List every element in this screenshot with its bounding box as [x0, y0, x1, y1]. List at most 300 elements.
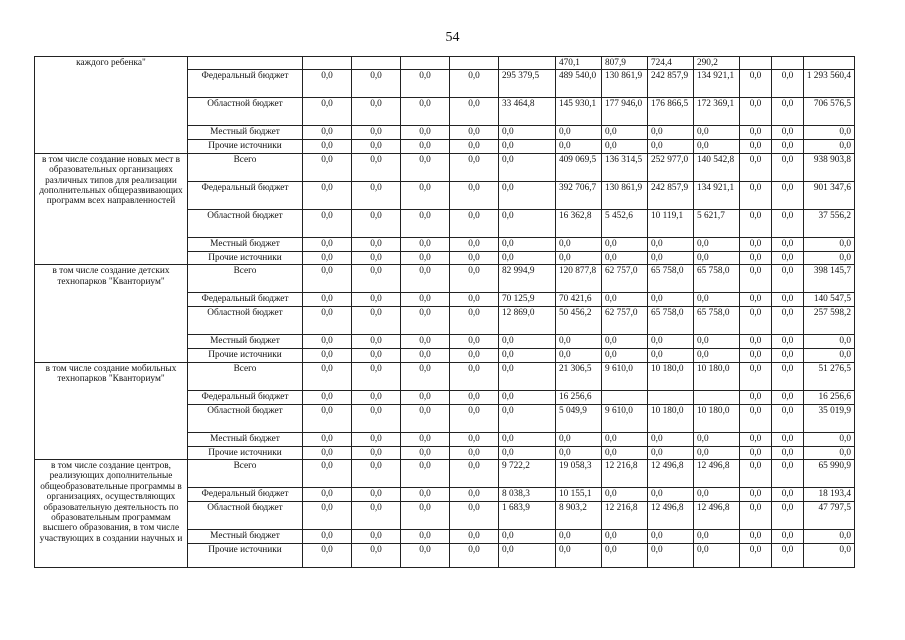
value-cell: 0,0	[450, 432, 499, 446]
value-cell: 0,0	[694, 488, 740, 502]
value-cell: 0,0	[303, 126, 352, 140]
value-cell: 0,0	[602, 251, 648, 264]
value-cell: 0,0	[450, 70, 499, 98]
value-cell: 0,0	[352, 265, 401, 293]
value-cell: 0,0	[772, 502, 804, 530]
value-cell: 0,0	[772, 349, 804, 362]
total-cell: 0,0	[804, 530, 855, 544]
value-cell: 0,0	[450, 530, 499, 544]
value-cell: 0,0	[450, 488, 499, 502]
value-cell: 134 921,1	[694, 181, 740, 209]
value-cell: 0,0	[303, 488, 352, 502]
value-cell: 252 977,0	[648, 153, 694, 181]
total-cell: 0,0	[804, 335, 855, 349]
value-cell: 0,0	[450, 140, 499, 153]
value-cell: 0,0	[648, 530, 694, 544]
value-cell: 0,0	[740, 140, 772, 153]
value-cell: 0,0	[450, 293, 499, 307]
total-cell: 16 256,6	[804, 390, 855, 404]
value-cell: 409 069,5	[556, 153, 602, 181]
funding-source: Всего	[188, 265, 303, 293]
total-cell: 398 145,7	[804, 265, 855, 293]
value-cell: 21 306,5	[556, 362, 602, 390]
value-cell: 0,0	[303, 209, 352, 237]
value-cell: 0,0	[401, 432, 450, 446]
value-cell: 0,0	[303, 390, 352, 404]
value-cell: 10 119,1	[648, 209, 694, 237]
value-cell: 0,0	[401, 265, 450, 293]
value-cell: 0,0	[772, 404, 804, 432]
value-cell: 62 757,0	[602, 307, 648, 335]
value-cell: 9 610,0	[602, 404, 648, 432]
total-cell: 0,0	[804, 446, 855, 459]
value-cell: 65 758,0	[694, 307, 740, 335]
value-cell: 50 456,2	[556, 307, 602, 335]
value-cell: 0,0	[352, 544, 401, 568]
value-cell: 0,0	[401, 460, 450, 488]
value-cell: 0,0	[740, 335, 772, 349]
value-cell: 0,0	[352, 153, 401, 181]
table-row	[35, 460, 855, 488]
value-cell: 0,0	[450, 390, 499, 404]
value-cell: 0,0	[772, 153, 804, 181]
value-cell: 10 155,1	[556, 488, 602, 502]
value-cell: 0,0	[602, 349, 648, 362]
value-cell: 16 256,6	[556, 390, 602, 404]
funding-source: Областной бюджет	[188, 404, 303, 432]
value-cell: 0,0	[556, 446, 602, 459]
value-cell: 0,0	[740, 488, 772, 502]
value-cell: 10 180,0	[648, 362, 694, 390]
value-cell: 0,0	[556, 140, 602, 153]
value-cell: 10 180,0	[694, 362, 740, 390]
total-cell: 0,0	[804, 140, 855, 153]
value-cell: 0,0	[602, 544, 648, 568]
total-cell: 938 903,8	[804, 153, 855, 181]
value-cell: 0,0	[740, 390, 772, 404]
value-cell: 0,0	[772, 126, 804, 140]
value-cell: 0,0	[556, 530, 602, 544]
total-cell: 0,0	[804, 251, 855, 264]
value-cell: 0,0	[450, 126, 499, 140]
value-cell: 0,0	[648, 126, 694, 140]
value-cell: 172 369,1	[694, 98, 740, 126]
value-cell	[648, 390, 694, 404]
value-cell: 0,0	[556, 544, 602, 568]
value-cell: 12 216,8	[602, 460, 648, 488]
value-cell: 0,0	[499, 544, 556, 568]
value-cell: 0,0	[450, 404, 499, 432]
value-cell: 5 621,7	[694, 209, 740, 237]
value-cell: 177 946,0	[602, 98, 648, 126]
value-cell: 5 452,6	[602, 209, 648, 237]
value-cell: 0,0	[694, 293, 740, 307]
value-cell: 0,0	[694, 126, 740, 140]
value-cell: 0,0	[352, 335, 401, 349]
value-cell: 0,0	[648, 488, 694, 502]
value-cell: 0,0	[450, 153, 499, 181]
value-cell: 0,0	[450, 335, 499, 349]
value-cell: 176 866,5	[648, 98, 694, 126]
value-cell: 0,0	[352, 307, 401, 335]
value-cell: 0,0	[772, 335, 804, 349]
total-cell: 0,0	[804, 544, 855, 568]
value-cell: 0,0	[401, 181, 450, 209]
value-cell: 12 496,8	[694, 460, 740, 488]
value-cell: 295 379,5	[499, 70, 556, 98]
funding-source: Прочие источники	[188, 446, 303, 459]
value-cell: 0,0	[450, 349, 499, 362]
funding-source: Местный бюджет	[188, 126, 303, 140]
value-cell: 0,0	[303, 307, 352, 335]
value-cell	[772, 57, 804, 70]
value-cell: 0,0	[303, 404, 352, 432]
value-cell: 0,0	[740, 126, 772, 140]
funding-source: Прочие источники	[188, 140, 303, 153]
funding-source: Федеральный бюджет	[188, 293, 303, 307]
value-cell: 0,0	[648, 349, 694, 362]
value-cell: 0,0	[303, 70, 352, 98]
value-cell: 0,0	[648, 140, 694, 153]
value-cell: 392 706,7	[556, 181, 602, 209]
value-cell: 0,0	[694, 140, 740, 153]
value-cell: 0,0	[352, 70, 401, 98]
value-cell: 0,0	[740, 502, 772, 530]
table-body	[35, 57, 855, 568]
value-cell: 0,0	[303, 140, 352, 153]
value-cell: 0,0	[499, 362, 556, 390]
value-cell: 65 758,0	[648, 265, 694, 293]
value-cell: 10 180,0	[694, 404, 740, 432]
value-cell: 0,0	[648, 251, 694, 264]
value-cell: 0,0	[556, 237, 602, 251]
value-cell: 0,0	[772, 460, 804, 488]
value-cell	[450, 57, 499, 70]
value-cell: 8 903,2	[556, 502, 602, 530]
value-cell: 0,0	[401, 237, 450, 251]
value-cell: 0,0	[740, 530, 772, 544]
value-cell: 0,0	[303, 362, 352, 390]
value-cell: 0,0	[772, 70, 804, 98]
value-cell: 130 861,9	[602, 181, 648, 209]
value-cell: 0,0	[352, 390, 401, 404]
value-cell: 0,0	[499, 251, 556, 264]
value-cell: 0,0	[740, 251, 772, 264]
value-cell: 82 994,9	[499, 265, 556, 293]
value-cell: 0,0	[499, 335, 556, 349]
total-cell: 35 019,9	[804, 404, 855, 432]
value-cell: 0,0	[740, 544, 772, 568]
value-cell: 0,0	[499, 126, 556, 140]
value-cell: 0,0	[401, 335, 450, 349]
value-cell: 145 930,1	[556, 98, 602, 126]
value-cell: 10 180,0	[648, 404, 694, 432]
value-cell: 807,9	[602, 57, 648, 70]
value-cell: 470,1	[556, 57, 602, 70]
value-cell: 0,0	[602, 530, 648, 544]
table-row	[35, 362, 855, 390]
value-cell: 0,0	[556, 251, 602, 264]
value-cell: 0,0	[602, 293, 648, 307]
value-cell: 19 058,3	[556, 460, 602, 488]
value-cell: 0,0	[772, 488, 804, 502]
total-cell: 0,0	[804, 432, 855, 446]
value-cell: 0,0	[772, 265, 804, 293]
value-cell: 0,0	[499, 140, 556, 153]
value-cell: 1 683,9	[499, 502, 556, 530]
value-cell: 0,0	[499, 530, 556, 544]
value-cell: 0,0	[740, 349, 772, 362]
value-cell: 0,0	[556, 349, 602, 362]
table-row	[35, 57, 855, 70]
funding-source: Всего	[188, 362, 303, 390]
value-cell: 0,0	[401, 404, 450, 432]
value-cell: 0,0	[401, 502, 450, 530]
value-cell: 0,0	[401, 98, 450, 126]
value-cell: 0,0	[401, 349, 450, 362]
value-cell: 242 857,9	[648, 70, 694, 98]
value-cell: 70 421,6	[556, 293, 602, 307]
value-cell: 0,0	[352, 237, 401, 251]
value-cell: 0,0	[694, 349, 740, 362]
value-cell: 0,0	[450, 265, 499, 293]
total-cell: 47 797,5	[804, 502, 855, 530]
value-cell: 0,0	[694, 544, 740, 568]
measure-description: в том числе создание детских технопарков "Кванториум"	[35, 265, 188, 362]
value-cell: 0,0	[401, 209, 450, 237]
value-cell: 0,0	[740, 307, 772, 335]
value-cell: 0,0	[352, 432, 401, 446]
value-cell: 0,0	[499, 209, 556, 237]
value-cell: 0,0	[303, 530, 352, 544]
value-cell: 0,0	[303, 293, 352, 307]
value-cell: 724,4	[648, 57, 694, 70]
funding-source: Местный бюджет	[188, 530, 303, 544]
value-cell: 0,0	[648, 237, 694, 251]
value-cell: 0,0	[772, 432, 804, 446]
value-cell: 0,0	[303, 335, 352, 349]
value-cell: 33 464,8	[499, 98, 556, 126]
value-cell	[303, 57, 352, 70]
value-cell: 0,0	[401, 446, 450, 459]
value-cell: 0,0	[352, 140, 401, 153]
value-cell: 0,0	[556, 335, 602, 349]
value-cell: 0,0	[740, 237, 772, 251]
total-cell: 18 193,4	[804, 488, 855, 502]
value-cell: 0,0	[450, 209, 499, 237]
value-cell: 0,0	[694, 432, 740, 446]
value-cell: 0,0	[740, 153, 772, 181]
value-cell: 0,0	[499, 237, 556, 251]
value-cell: 0,0	[772, 237, 804, 251]
value-cell: 0,0	[303, 502, 352, 530]
value-cell: 0,0	[499, 446, 556, 459]
value-cell: 0,0	[740, 404, 772, 432]
total-cell: 706 576,5	[804, 98, 855, 126]
value-cell: 0,0	[499, 181, 556, 209]
value-cell: 16 362,8	[556, 209, 602, 237]
value-cell: 0,0	[401, 362, 450, 390]
value-cell: 5 049,9	[556, 404, 602, 432]
value-cell: 0,0	[450, 362, 499, 390]
value-cell: 0,0	[648, 446, 694, 459]
value-cell	[499, 57, 556, 70]
value-cell: 0,0	[303, 98, 352, 126]
funding-source: Всего	[188, 460, 303, 488]
total-cell: 51 276,5	[804, 362, 855, 390]
value-cell: 0,0	[450, 502, 499, 530]
funding-source: Прочие источники	[188, 544, 303, 568]
funding-source: Федеральный бюджет	[188, 181, 303, 209]
funding-source: Областной бюджет	[188, 307, 303, 335]
value-cell: 0,0	[602, 335, 648, 349]
value-cell: 0,0	[352, 488, 401, 502]
value-cell: 0,0	[401, 70, 450, 98]
value-cell: 0,0	[740, 460, 772, 488]
table-row	[35, 153, 855, 181]
value-cell: 12 869,0	[499, 307, 556, 335]
value-cell: 0,0	[694, 237, 740, 251]
value-cell: 0,0	[303, 544, 352, 568]
value-cell: 0,0	[499, 153, 556, 181]
value-cell: 0,0	[303, 446, 352, 459]
value-cell: 0,0	[303, 237, 352, 251]
value-cell: 0,0	[602, 126, 648, 140]
value-cell: 0,0	[772, 362, 804, 390]
value-cell: 0,0	[602, 488, 648, 502]
value-cell: 0,0	[401, 488, 450, 502]
value-cell: 0,0	[772, 140, 804, 153]
value-cell: 0,0	[499, 349, 556, 362]
value-cell: 0,0	[740, 181, 772, 209]
value-cell: 0,0	[401, 153, 450, 181]
value-cell: 0,0	[352, 251, 401, 264]
value-cell: 290,2	[694, 57, 740, 70]
value-cell: 0,0	[352, 209, 401, 237]
value-cell: 0,0	[352, 181, 401, 209]
value-cell: 0,0	[740, 98, 772, 126]
budget-table	[34, 56, 855, 568]
value-cell: 0,0	[352, 404, 401, 432]
value-cell: 62 757,0	[602, 265, 648, 293]
value-cell: 0,0	[352, 293, 401, 307]
value-cell: 0,0	[352, 126, 401, 140]
value-cell: 0,0	[401, 530, 450, 544]
value-cell: 0,0	[772, 446, 804, 459]
value-cell: 0,0	[694, 530, 740, 544]
total-cell	[804, 57, 855, 70]
value-cell: 0,0	[499, 432, 556, 446]
value-cell: 12 216,8	[602, 502, 648, 530]
funding-source: Федеральный бюджет	[188, 488, 303, 502]
value-cell: 0,0	[772, 251, 804, 264]
value-cell: 0,0	[602, 446, 648, 459]
value-cell: 0,0	[772, 390, 804, 404]
value-cell: 0,0	[772, 293, 804, 307]
funding-source: Прочие источники	[188, 251, 303, 264]
value-cell: 0,0	[499, 390, 556, 404]
value-cell	[401, 57, 450, 70]
funding-source: Местный бюджет	[188, 432, 303, 446]
value-cell	[352, 57, 401, 70]
value-cell: 0,0	[303, 432, 352, 446]
total-cell: 1 293 560,4	[804, 70, 855, 98]
value-cell: 0,0	[352, 502, 401, 530]
value-cell: 0,0	[450, 237, 499, 251]
funding-source: Местный бюджет	[188, 335, 303, 349]
value-cell: 0,0	[450, 98, 499, 126]
value-cell: 0,0	[401, 390, 450, 404]
value-cell: 0,0	[772, 530, 804, 544]
value-cell: 0,0	[740, 209, 772, 237]
value-cell: 12 496,8	[648, 502, 694, 530]
value-cell: 0,0	[648, 544, 694, 568]
value-cell	[740, 57, 772, 70]
value-cell: 0,0	[352, 349, 401, 362]
value-cell: 0,0	[450, 251, 499, 264]
value-cell: 8 038,3	[499, 488, 556, 502]
value-cell: 0,0	[740, 293, 772, 307]
value-cell: 9 610,0	[602, 362, 648, 390]
value-cell: 0,0	[556, 432, 602, 446]
value-cell: 0,0	[401, 293, 450, 307]
value-cell: 0,0	[352, 460, 401, 488]
value-cell: 0,0	[450, 460, 499, 488]
value-cell: 70 125,9	[499, 293, 556, 307]
value-cell: 0,0	[352, 446, 401, 459]
total-cell: 65 990,9	[804, 460, 855, 488]
value-cell: 0,0	[602, 432, 648, 446]
value-cell: 0,0	[499, 404, 556, 432]
value-cell: 0,0	[303, 251, 352, 264]
value-cell: 0,0	[772, 181, 804, 209]
value-cell: 12 496,8	[694, 502, 740, 530]
value-cell: 136 314,5	[602, 153, 648, 181]
funding-source: Всего	[188, 153, 303, 181]
value-cell: 0,0	[602, 140, 648, 153]
total-cell: 0,0	[804, 237, 855, 251]
value-cell: 0,0	[450, 446, 499, 459]
value-cell: 0,0	[648, 335, 694, 349]
value-cell: 0,0	[303, 349, 352, 362]
value-cell: 0,0	[772, 98, 804, 126]
total-cell: 0,0	[804, 349, 855, 362]
value-cell: 0,0	[401, 251, 450, 264]
value-cell: 12 496,8	[648, 460, 694, 488]
funding-source: Федеральный бюджет	[188, 70, 303, 98]
value-cell: 0,0	[401, 140, 450, 153]
value-cell: 0,0	[401, 544, 450, 568]
value-cell: 0,0	[772, 307, 804, 335]
value-cell: 65 758,0	[694, 265, 740, 293]
measure-description: в том числе создание новых мест в образовательных организациях различных типов для реализации дополнительных общеразвивающих программ всех направленностей	[35, 153, 188, 264]
value-cell: 0,0	[556, 126, 602, 140]
value-cell: 0,0	[772, 209, 804, 237]
value-cell: 0,0	[303, 181, 352, 209]
value-cell: 0,0	[740, 446, 772, 459]
table-row	[35, 265, 855, 293]
measure-description: в том числе создание мобильных технопарков "Кванториум"	[35, 362, 188, 459]
value-cell: 0,0	[352, 530, 401, 544]
value-cell: 489 540,0	[556, 70, 602, 98]
measure-description: в том числе создание центров, реализующих дополнительные общеобразовательные программы в организациях, осуществляющих образовательную деятельность по образовательным программам высшего образования, в том числе участвующих в создании научных и	[35, 460, 188, 568]
total-cell: 37 556,2	[804, 209, 855, 237]
funding-source	[188, 57, 303, 70]
value-cell: 134 921,1	[694, 70, 740, 98]
funding-source: Прочие источники	[188, 349, 303, 362]
value-cell: 0,0	[352, 98, 401, 126]
value-cell	[694, 390, 740, 404]
